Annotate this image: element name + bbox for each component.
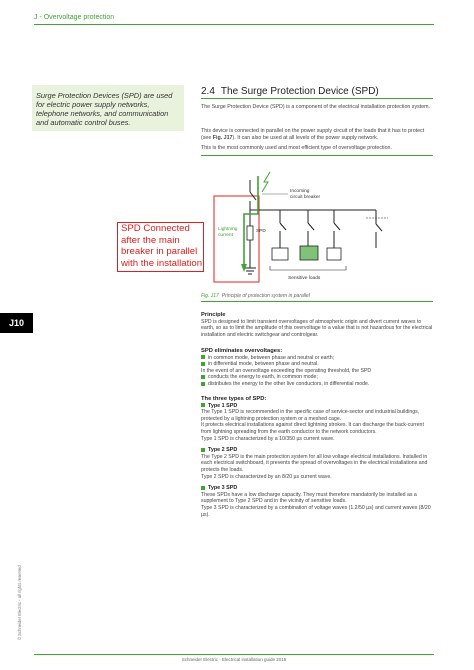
- bullet-icon: [201, 403, 205, 407]
- section-title-text: The Surge Protection Device (SPD): [220, 86, 379, 97]
- types-section: [201, 396, 434, 518]
- intro-paragraph-3: This is the most commonly used and most efficient type of overvoltage protection.: [201, 145, 392, 151]
- types-heading: The three types of SPD:: [201, 396, 267, 402]
- feeder-1-breaker: [280, 223, 286, 230]
- loads-label: Sensitive loads: [288, 276, 321, 281]
- feeder-3-breaker: [334, 223, 340, 230]
- lightning-current-path: [244, 176, 258, 266]
- type-3-paragraph-1: These SPDs have a low discharge capacity. They must therefore mandatorily be installed as a supplement to Type 2 SPD and in the vicinity of sensitive loads.: [201, 491, 417, 505]
- spd-parallel-diagram: [200, 168, 436, 290]
- type-3-title: Type 3 SPD: [201, 485, 434, 492]
- principle-text: SPD is designed to limit transient overvoltages of atmospheric origin and divert current waves to earth, so as to limit the amplitude of this overvoltage to a value that is not hazardous for the electrical installation and electric switchgear and controlgear.: [201, 318, 433, 338]
- bullet-icon: [201, 486, 205, 490]
- type-2-paragraph-1: The Type 2 SPD is the main protection system for all low voltage electrical installations. Installed in each electrical switchboard, it prevents the spread of overvoltages in the electrical installations and protects the loads.: [201, 453, 428, 473]
- annotation-line-4: with the installation: [121, 257, 203, 269]
- copyright-notice: © Schneider Electric - all rights reserved: [17, 565, 22, 640]
- figure-caption-text: Principle of protection system in parallel: [221, 293, 310, 299]
- feeder-4-breaker: [376, 224, 382, 231]
- intro-rule: [201, 155, 433, 156]
- annotation-line-3: breaker in parallel: [121, 246, 198, 257]
- type-2-paragraph-2: Type 2 SPD is characterized by an 8/20 µs current wave.: [201, 473, 332, 480]
- annotation-line-1: SPD Connected: [121, 223, 190, 234]
- intro-p2-before: This device is connected in parallel on the power supply circuit of the loads that it has to protect (see: [201, 128, 425, 141]
- list-item: in differential mode, between phase and neutral.: [201, 361, 434, 368]
- lightning-label: Lightning: [218, 227, 238, 232]
- chapter-tab-label: J10: [8, 318, 25, 328]
- section-number: 2.4: [201, 86, 215, 97]
- principle-section: [201, 312, 434, 338]
- list-item: conducts the energy to earth, in common mode;: [201, 374, 434, 381]
- header-rule: [34, 24, 434, 25]
- principle-heading: Principle: [201, 312, 226, 318]
- bullet-icon: [201, 448, 205, 452]
- page-footer: Schneider Electric - Electrical installation guide 2015: [181, 657, 287, 662]
- lightning-bolt-icon: [262, 172, 270, 192]
- title-rule: [201, 98, 433, 99]
- load-1-icon: [272, 248, 288, 260]
- list-item: in common mode, between phase and neutral or earth;: [201, 355, 434, 362]
- bullet-icon: [201, 355, 205, 359]
- type-2-title: Type 2 SPD: [201, 447, 434, 454]
- figure-label: Fig. J17: [201, 293, 219, 299]
- eliminates-section: [201, 348, 434, 388]
- intro-paragraph-2: [201, 128, 434, 142]
- type-1-paragraph-1: The Type 1 SPD is recommended in the specific case of service-sector and industrial buildings, protected by a lightning protection system or a meshed cage.: [201, 409, 420, 422]
- breaker-label: circuit breaker: [290, 195, 321, 200]
- type-1-title: Type 1 SPD: [201, 403, 434, 410]
- eliminates-heading: SPD eliminates overvoltages:: [201, 348, 283, 354]
- caption-rule: [201, 301, 433, 302]
- sidebar-note-text: Surge Protection Devices (SPD) are used for electric power supply networks, telephone networks, and communication and automatic control buses.: [36, 91, 173, 127]
- bullet-icon: [201, 382, 205, 386]
- figure-reference: Fig. J17: [212, 135, 233, 141]
- type-3-paragraph-2: Type 3 SPD is characterized by a combination of voltage waves (1.2/50 µs) and current waves (8/20 µs).: [201, 504, 431, 518]
- type-1-paragraph-3: Type 1 SPD is characterized by a 10/350 µs current wave.: [201, 435, 335, 442]
- intro-paragraph-1: The Surge Protection Device (SPD) is a component of the electrical installation protection system.: [201, 104, 431, 110]
- footer-rule: [34, 654, 434, 655]
- feeder-2-breaker: [308, 223, 314, 230]
- intro-p2-after: ). It can also be used at all levels of the power supply network.: [232, 135, 379, 141]
- type-1-paragraph-2: It protects electrical installations against direct lightning strokes. It can discharge the back-current from lightning spreading from the earth conductor to the network conductors.: [201, 422, 424, 435]
- incoming-label: Incoming: [290, 189, 310, 194]
- spd-annotation-box: [117, 222, 204, 272]
- spd-symbol: [247, 226, 253, 240]
- list-item: distributes the energy to the other live conductors, in differential mode.: [201, 381, 434, 388]
- spd-label: SPD: [256, 229, 266, 234]
- eliminates-lead: In the event of an overvoltage exceeding the operating threshold, the SPD: [201, 367, 372, 374]
- loads-bracket: [270, 266, 346, 270]
- figure-caption: [201, 293, 310, 299]
- load-3-icon: [327, 248, 341, 260]
- bullet-icon: [201, 362, 205, 366]
- bullet-icon: [201, 375, 205, 379]
- running-header: J - Overvoltage protection: [34, 14, 115, 21]
- current-label: current: [218, 233, 233, 238]
- section-title: [201, 86, 379, 97]
- annotation-line-2: after the main: [121, 234, 180, 246]
- load-2-icon: [300, 246, 318, 260]
